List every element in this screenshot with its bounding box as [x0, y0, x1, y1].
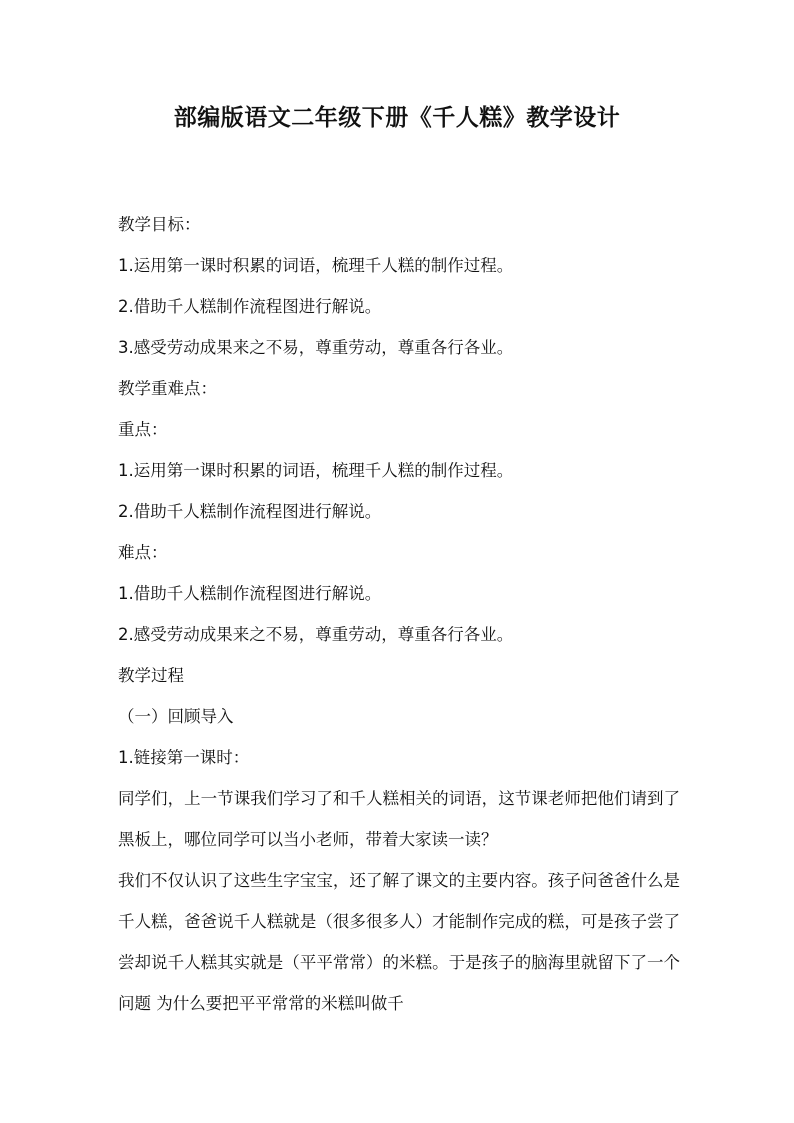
objective-item-3: 3.感受劳动成果来之不易，尊重劳动，尊重各行各业。: [118, 338, 514, 357]
key-point-item-1: 1.运用第一课时积累的词语，梳理千人糕的制作过程。: [118, 461, 514, 480]
body-paragraph-2: 我们不仅认识了这些生字宝宝，还了解了课文的主要内容。孩子问爸爸什么是千人糕，爸爸说千人糕就是（很多很多人）才能制作完成的糕，可是孩子尝了尝却说千人糕其实就是（平平常常）的米糕。于是孩子的脑海里就留下了一个问题 为什么要把平平常常的米糕叫做千: [118, 871, 680, 1013]
difficult-point-item-2: 2.感受劳动成果来之不易，尊重劳动，尊重各行各业。: [118, 625, 514, 644]
objective-item-1: 1.运用第一课时积累的词语，梳理千人糕的制作过程。: [118, 256, 514, 275]
section-heading-objectives: 教学目标：: [118, 215, 201, 234]
subheading-review-intro: （一）回顾导入: [118, 707, 234, 726]
key-point-item-2: 2.借助千人糕制作流程图进行解说。: [118, 502, 382, 521]
step-link-first-lesson: 1.链接第一课时：: [118, 748, 250, 767]
body-paragraph-1: 同学们，上一节课我们学习了和千人糕相关的词语，这节课老师把他们请到了黑板上，哪位同学可以当小老师，带着大家读一读？: [118, 789, 680, 849]
objective-item-2: 2.借助千人糕制作流程图进行解说。: [118, 297, 382, 316]
document-title: 部编版语文二年级下册《千人糕》教学设计: [173, 105, 621, 131]
section-heading-process: 教学过程: [118, 666, 184, 685]
subheading-difficult-points: 难点：: [118, 543, 168, 562]
document-body: [118, 204, 680, 1024]
subheading-key-points: 重点：: [118, 420, 168, 439]
difficult-point-item-1: 1.借助千人糕制作流程图进行解说。: [118, 584, 382, 603]
section-heading-key-difficult: 教学重难点：: [118, 379, 217, 398]
